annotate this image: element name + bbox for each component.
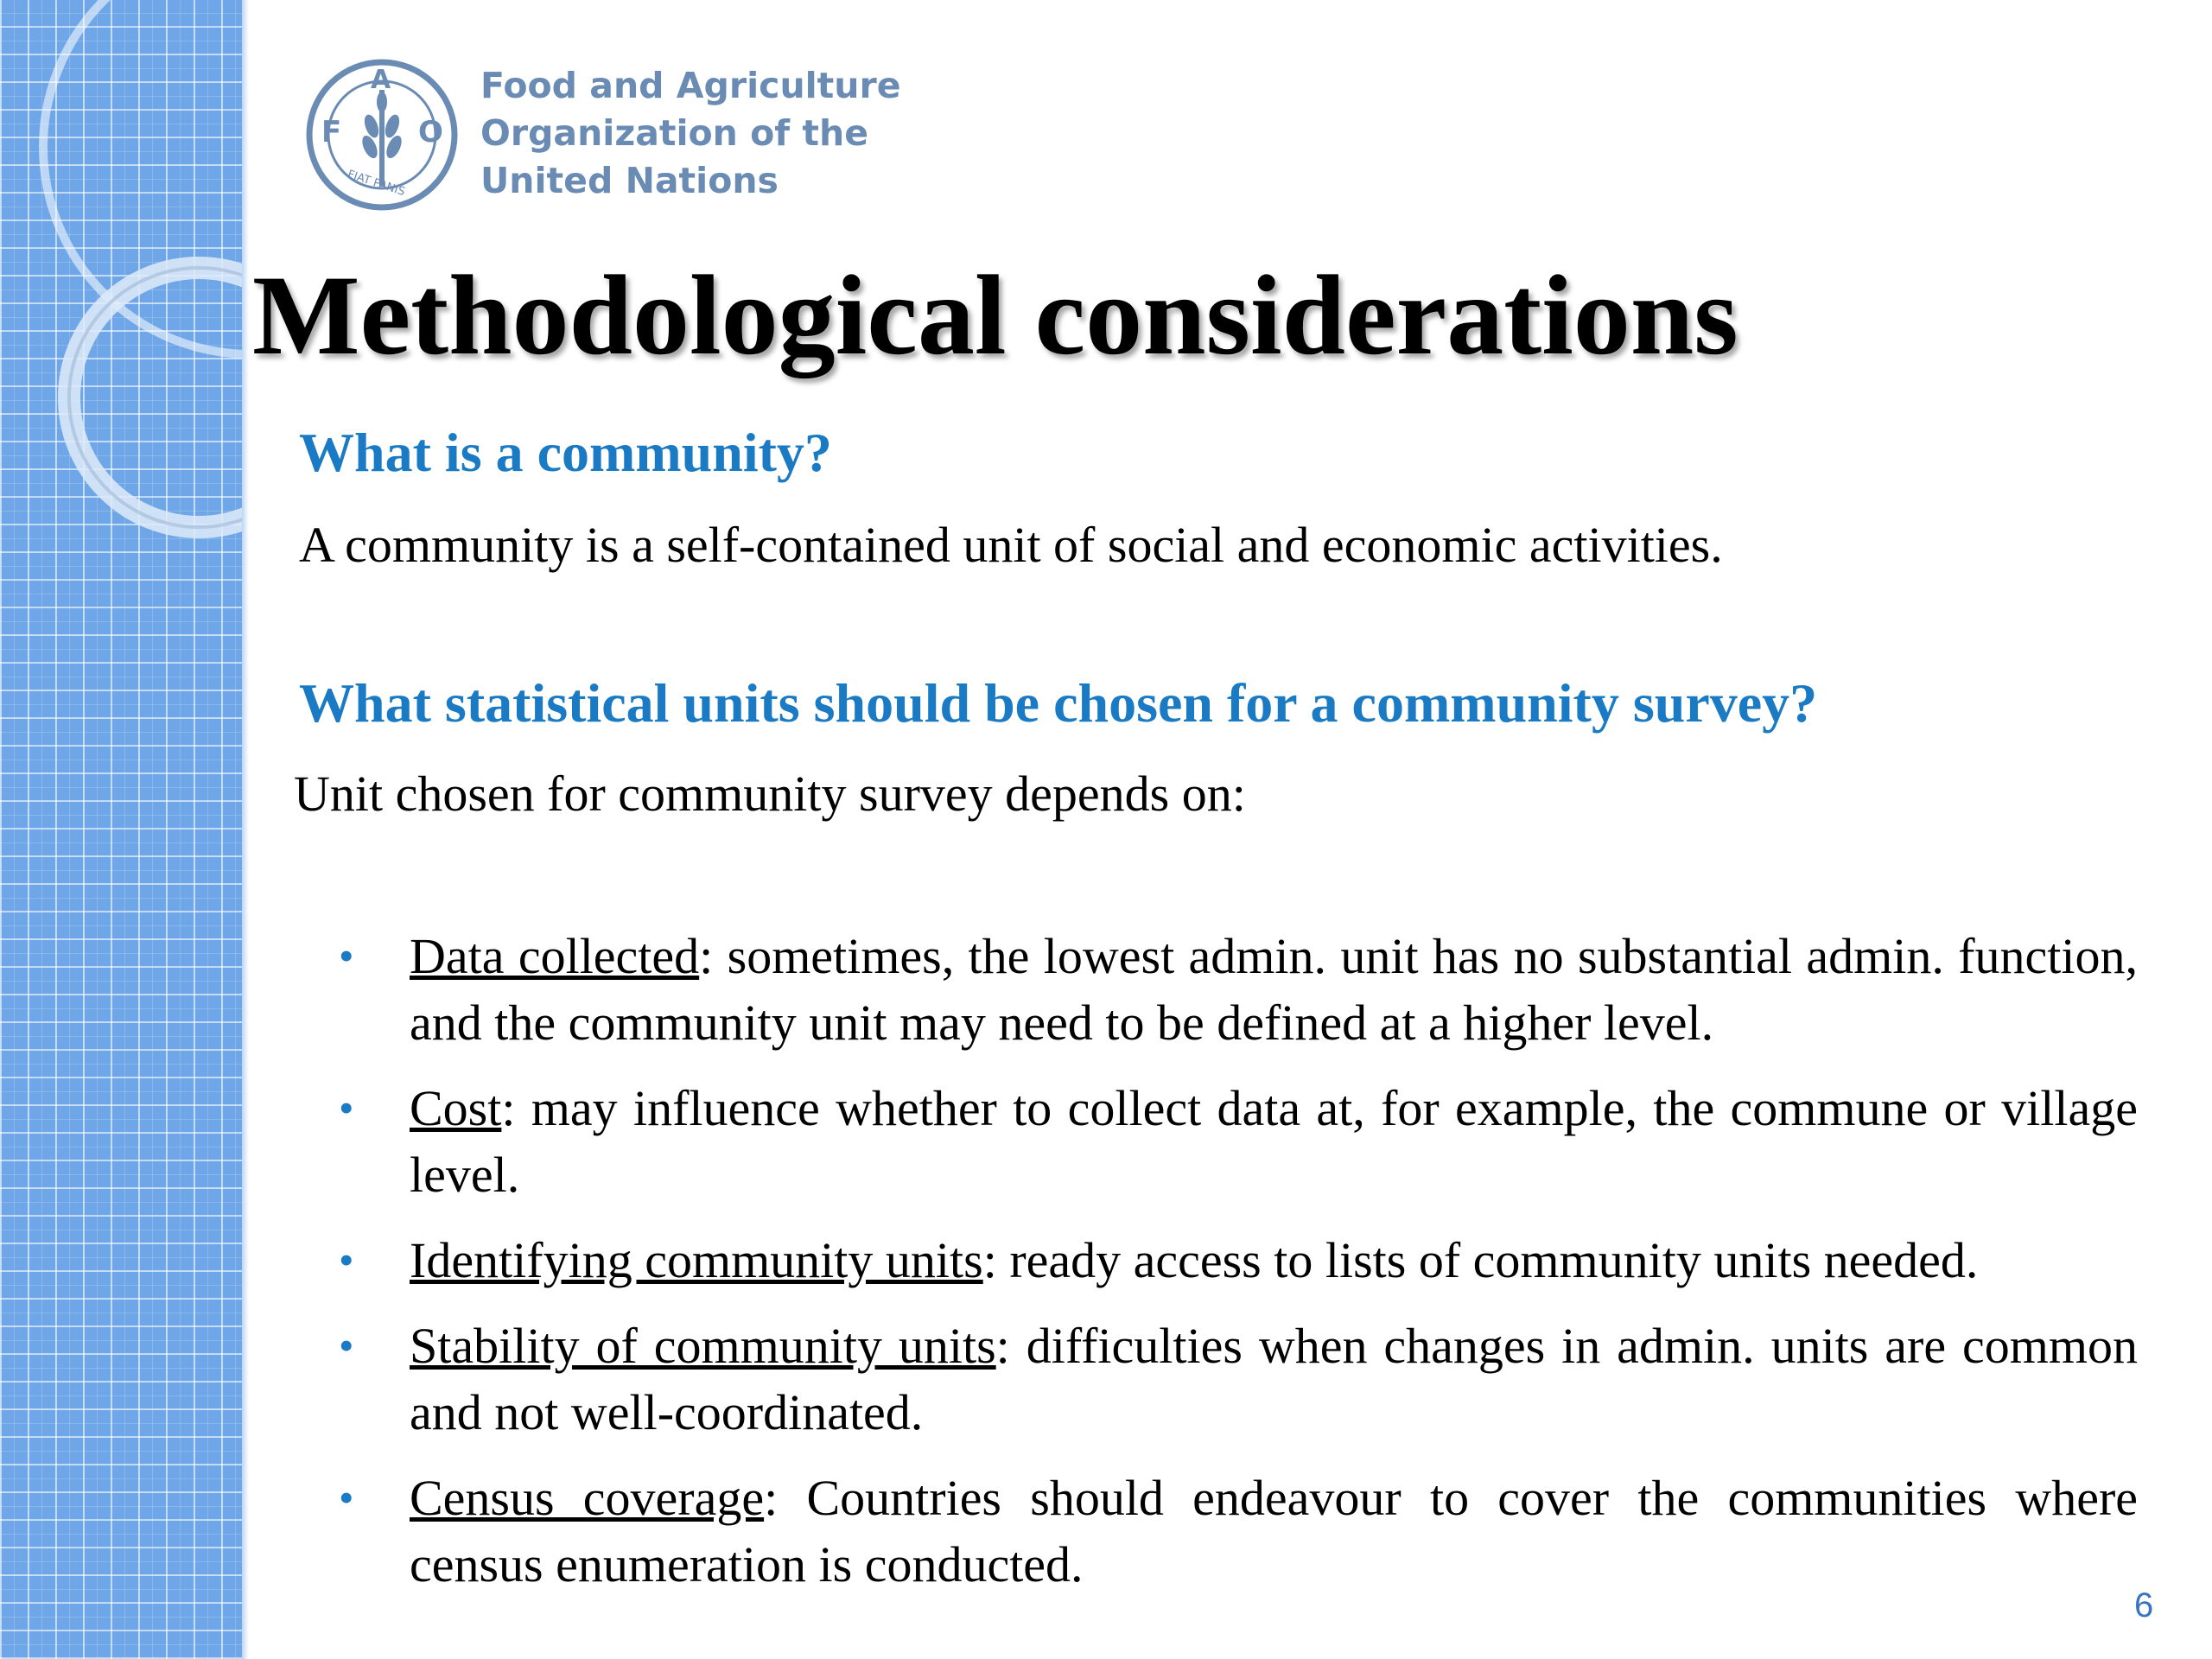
fao-emblem-logo bbox=[304, 57, 460, 217]
list-item-cost bbox=[327, 1075, 2138, 1208]
list-item-data-collected bbox=[327, 923, 2138, 1056]
item-text: : difficulties when changes in admin. units are common and not well-coordinated. bbox=[410, 1318, 2138, 1440]
units-intro: Unit chosen for community survey depends on: bbox=[294, 766, 1246, 822]
org-line-2: Organization of the bbox=[480, 112, 869, 154]
slide-title: Methodological considerations bbox=[252, 251, 1738, 378]
decorative-rings bbox=[0, 0, 247, 605]
item-text: : Countries should endeavour to cover the communities where census enumeration is conducted. bbox=[410, 1470, 2139, 1592]
section-heading-statistical-units: What statistical units should be chosen for a community survey? bbox=[299, 672, 1818, 734]
item-text: : may influence whether to collect data at, for example, the commune or village level. bbox=[410, 1080, 2138, 1203]
bullet-icon: • bbox=[339, 1473, 354, 1522]
list-item-census-coverage bbox=[327, 1465, 2138, 1598]
item-term: Cost bbox=[410, 1080, 502, 1136]
bullet-icon: • bbox=[339, 1084, 354, 1132]
page-number: 6 bbox=[2134, 1586, 2154, 1624]
side-panel-edge bbox=[242, 0, 249, 1659]
bullet-icon: • bbox=[339, 1321, 354, 1370]
organization-name bbox=[480, 62, 901, 205]
item-term: Identifying community units bbox=[410, 1232, 983, 1288]
section-heading-community: What is a community? bbox=[299, 422, 832, 483]
bullet-icon: • bbox=[339, 931, 354, 980]
item-term: Census coverage bbox=[410, 1470, 765, 1526]
emblem-letter-f: F bbox=[321, 115, 342, 149]
item-text: : ready access to lists of community units needed. bbox=[982, 1232, 1979, 1288]
considerations-list bbox=[327, 923, 2193, 1617]
item-text: : sometimes, the lowest admin. unit has no substantial admin. function, and the community unit may need to be defined at a higher level. bbox=[410, 928, 2138, 1051]
item-term: Stability of community units bbox=[410, 1318, 996, 1374]
community-definition: A community is a self-contained unit of social and economic activities. bbox=[299, 517, 1723, 573]
emblem-letter-o: O bbox=[418, 115, 443, 149]
bullet-icon: • bbox=[339, 1236, 354, 1284]
list-item-identifying-units bbox=[327, 1227, 2155, 1294]
org-line-1: Food and Agriculture bbox=[480, 65, 901, 106]
decorative-side-panel bbox=[0, 0, 247, 1659]
emblem-motto: FIAT PANIS bbox=[346, 168, 407, 200]
emblem-letter-a: A bbox=[371, 65, 391, 95]
org-line-3: United Nations bbox=[480, 160, 779, 201]
item-term: Data collected bbox=[410, 928, 700, 984]
list-item-stability bbox=[327, 1313, 2138, 1446]
